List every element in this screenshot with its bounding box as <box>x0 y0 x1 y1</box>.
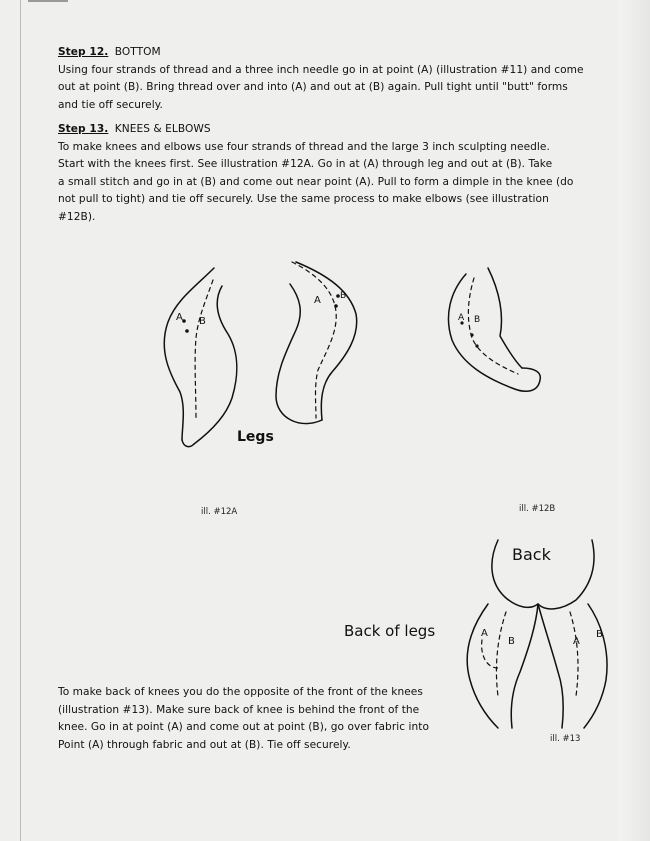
back-label: Back <box>512 545 551 564</box>
step-12-line-2: out at point (B). Bring thread over and into (A) and out at (B) again. Pull tight until "butt" forms <box>58 81 568 94</box>
step-13-title: KNEES & ELBOWS <box>114 123 211 135</box>
knee-right-label-b: B <box>596 629 603 640</box>
leg-right-drawing <box>276 262 357 424</box>
step-12-line-3: and tie off securely. <box>58 98 163 111</box>
step-12-number: Step 12. <box>58 46 109 58</box>
leg-left-drawing <box>164 268 237 447</box>
leg-left-label-b: B <box>199 316 206 327</box>
step-13-line-5: #12B). <box>58 210 96 223</box>
step-13-number: Step 13. <box>58 123 109 135</box>
back-knees-line-3: knee. Go in at point (A) and come out at point (B), go over fabric into <box>58 721 430 734</box>
knee-left-label-b: B <box>508 636 515 647</box>
arm-drawing <box>448 268 540 391</box>
caption-ill-13: ill. #13 <box>550 734 581 744</box>
knee-left-label-a: A <box>481 628 488 639</box>
arm-label-b: B <box>474 315 481 325</box>
step-13-line-2: Start with the knees first. See illustration #12A. Go in at (A) through leg and out at (B). Take <box>58 158 553 171</box>
step-12-title: BOTTOM <box>114 46 161 58</box>
knee-right-label-a: A <box>573 636 580 647</box>
step-13-line-4: not pull to tight) and tie off securely. Use the same process to make elbows (see illustration <box>58 193 549 206</box>
back-knees-line-2: (illustration #13). Make sure back of knee is behind the front of the <box>58 703 420 716</box>
back-of-knees-section <box>58 684 458 754</box>
back-of-legs-drawing <box>467 540 607 728</box>
step-13-line-1: To make knees and elbows use four strands of thread and the large 3 inch sculpting needle. <box>58 140 550 153</box>
leg-right-label-a: A <box>314 295 321 306</box>
step-13-line-3: a small stitch and go in at (B) and come out near point (A). Pull to form a dimple in the knee (do <box>58 175 574 188</box>
caption-ill-12a: ill. #12A <box>201 507 238 517</box>
back-knees-line-1: To make back of knees you do the opposite of the front of the knees <box>58 686 423 698</box>
step-12-line-1: Using four strands of thread and a three inch needle go in at point (A) (illustration #11) and come <box>58 63 584 76</box>
legs-label: Legs <box>237 429 274 445</box>
arm-label-a: A <box>458 313 465 323</box>
leg-right-label-b: B <box>340 291 347 301</box>
back-of-legs-label: Back of legs <box>344 622 436 640</box>
back-knees-line-4: Point (A) through fabric and out at (B). Tie off securely. <box>58 738 351 751</box>
caption-ill-12b: ill. #12B <box>519 504 556 514</box>
leg-left-label-a: A <box>176 312 183 323</box>
